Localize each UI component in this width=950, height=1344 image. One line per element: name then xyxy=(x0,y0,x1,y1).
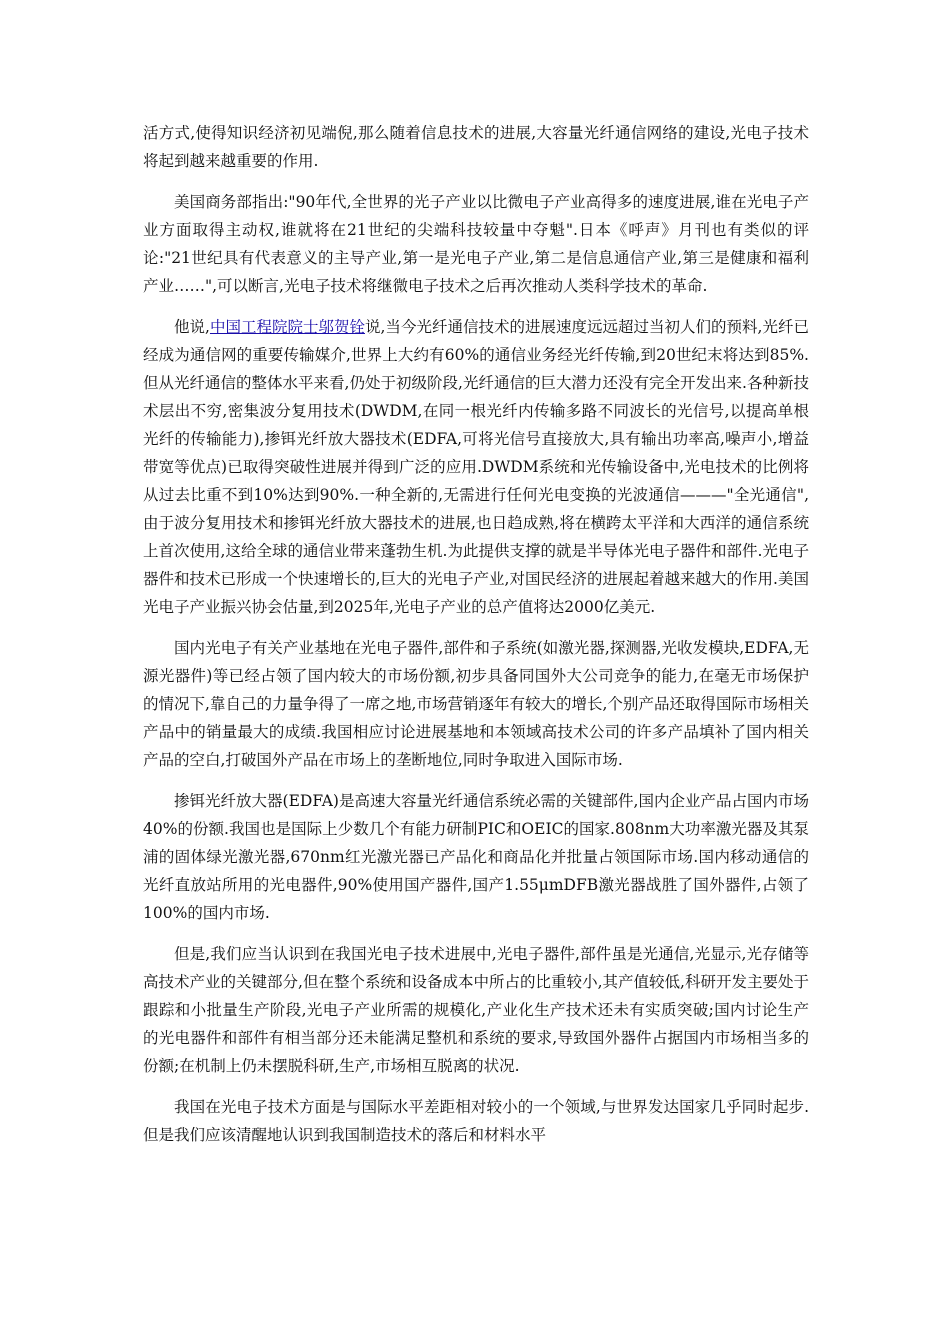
paragraph-however: 但是,我们应当认识到在我国光电子技术进展中,光电子器件,部件虽是光通信,光显示,光存储等高技术产业的关键部分,但在整个系统和设备成本中所占的比重较小,其产值较低,科研开发主要处于跟踪和小批量生产阶段,光电子产业所需的规模化,产业化生产技术还未有实质突破;国内讨论生产的光电器件和部件有相当部分还未能满足整机和系统的要求,导致国外器件占据国内市场相当多的份额;在机制上仍未摆脱科研,生产,市场相互脱离的状况. xyxy=(143,945,809,1075)
academician-link[interactable]: 中国工程院院士邬贺铨 xyxy=(209,318,365,336)
paragraph-body-text: 说,当今光纤通信技术的进展速度远远超过当初人们的预料,光纤已经成为通信网的重要传输媒介,世界上大约有60%的通信业务经光纤传输,到20世纪末将达到85%.但从光纤通信的整体水平来看,仍处于初级阶段,光纤通信的巨大潜力还没有完全开发出来.各种新技术层出不穷,密集波分复用技术(DWDM,在同一根光纤内传输多路不同波长的光信号,以提高单根光纤的传输能力),掺铒光纤放大器技术(EDFA,可将光信号直接放大,具有输出功率高,噪声小,增益带宽等优点)已取得突破性进展并得到广泛的应用.DWDM系统和光传输设备中,光电技术的比例将从过去比重不到10%达到90%.一种全新的,无需进行任何光电变换的光波通信———"全光通信",由于波分复用技术和掺铒光纤放大器技术的进展,也日趋成熟,将在横跨太平洋和大西洋的通信系统上首次使用,这给全球的通信业带来蓬勃生机.为此提供支撑的就是半导体光电子器件和部件.光电子器件和技术已形成一个快速增长的,巨大的光电子产业,对国民经济的进展起着越来越大的作用.美国光电子产业振兴协会估量,到2025年,光电子产业的总产值将达2000亿美元. xyxy=(143,318,809,616)
paragraph-edfa: 掺铒光纤放大器(EDFA)是高速大容量光纤通信系统必需的关键部件,国内企业产品占国内市场40%的份额.我国也是国际上少数几个有能力研制PIC和OEIC的国家.808nm大功率激光器及其泵浦的固体绿光激光器,670nm红光激光器已产品化和商品化并批量占领国际市场.国内移动通信的光纤直放站所用的光电器件,90%使用国产器件,国产1.55μmDFB激光器战胜了国外器件,占领了100%的国内市场. xyxy=(143,792,809,922)
paragraph-international-gap: 我国在光电子技术方面是与国际水平差距相对较小的一个领域,与世界发达国家几乎同时起步.但是我们应该清醒地认识到我国制造技术的落后和材料水平 xyxy=(143,1098,809,1144)
paragraph-commerce-department: 美国商务部指出:"90年代,全世界的光子产业以比微电子产业高得多的速度进展,谁在光电子产业方面取得主动权,谁就将在21世纪的尖端科技较量中夺魁".日本《呼声》月刊也有类似的评论:"21世纪具有代表意义的主导产业,第一是光电子产业,第二是信息通信产业,第三是健康和福利产业……",可以断言,光电子技术将继微电子技术之后再次推动人类科学技术的革命. xyxy=(143,193,809,295)
paragraph-domestic-industry: 国内光电子有关产业基地在光电子器件,部件和子系统(如激光器,探测器,光收发模块,EDFA,无源光器件)等已经占领了国内较大的市场份额,初步具备同国外大公司竞争的能力,在毫无市场保护的情况下,靠自己的力量争得了一席之地,市场营销逐年有较大的增长,个别产品还取得国际市场相关产品中的销量最大的成绩.我国相应讨论进展基地和本领域高技术公司的许多产品填补了国内相关产品的空白,打破国外产品在市场上的垄断地位,同时争取进入国际市场. xyxy=(143,639,809,769)
document-body xyxy=(143,119,809,1162)
paragraph-lead-text: 他说, xyxy=(174,318,210,336)
paragraph-continued: 活方式,使得知识经济初见端倪,那么随着信息技术的进展,大容量光纤通信网络的建设,光电子技术将起到越来越重要的作用. xyxy=(143,124,809,170)
paragraph-academician-quote xyxy=(143,313,809,621)
